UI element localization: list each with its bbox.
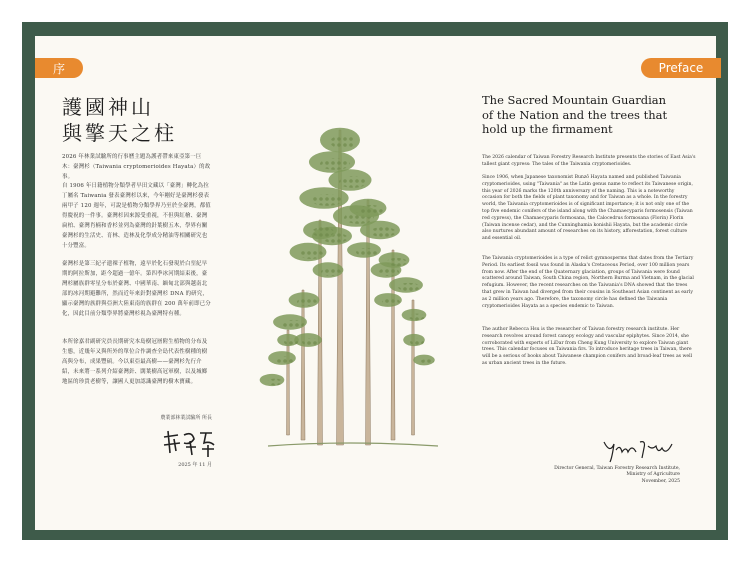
zh-title (62, 94, 177, 146)
zh-paragraph-1: 2026 年林業試驗所的行事曆主題為護者帶來東亞第一巨木：臺灣杉（Taiwania cryptomerioides Hayata）的故事。 (62, 154, 211, 180)
zh-paragraph-4: 本所徐嘉君副研究員長期研究本島樹冠層附生植物的分布及生態，近幾年又與所外的單位合作調查全島代表性樹種的樹高與分布，成果豐碩。今以東亞最高樹——臺灣杉先行介紹，未來將一系列介紹臺灣針、闊葉樹高冠軍樹，以及城鄉地區的珍貴老樹等，讓國人更加認識臺灣的樹木寶藏。 (62, 339, 208, 385)
en-title-line-1: The Sacred Mountain Guardian (482, 93, 667, 107)
en-paragraph-1: The 2026 calendar of Taiwan Forestry Research Institute presents the stories of East Asia's tallest giant cypress: The tales of the Taiwania cryptomerioides. (482, 155, 696, 167)
en-title-line-3: hold up the firmament (482, 122, 613, 136)
en-signatory-date: November, 2025 (641, 478, 680, 484)
zh-date: 2025 年 11 月 (178, 462, 212, 468)
preface-tab-en: Preface (641, 58, 721, 78)
en-signatory-ministry: Ministry of Agriculture (626, 472, 680, 478)
en-title-line-2: of the Nation and the trees that (482, 107, 668, 122)
zh-signatory-title: 農業部林業試驗所 所長 (160, 415, 212, 421)
en-handwritten-signature (600, 436, 680, 464)
zh-paragraph-3: 臺灣杉是第三紀孑遺裸子植物，遠早於化石發現於白堊紀早期的阿拉斯加，距今超過一億年。第四季冰河期結束後，臺灣杉屬族群零星分布於臺灣、中國華南、緬甸北部與越南北部的冰河期避難所，然而近年來針對臺灣杉 DNA 的研究，顯示臺灣的族群與亞洲大陸東南的族群在 200 萬年前即已分化，因此目前分類學界將臺灣杉視為臺灣特有種。 (62, 261, 211, 317)
preface-tab-zh: 序 (35, 58, 83, 78)
en-title (482, 93, 667, 137)
en-paragraph-2: Since 1906, when Japanese taxonomist Bunzō Hayata named and published Taiwania cryptomerioides, using "Taiwania" as the Latin genus name to reflect its Taiwanese origin, this year of 2026 marks the 120th anniversary of the naming. This is a noteworthy occasion for both the fields of plant taxonomy and for Taiwan as a whole. In the forestry world, the Taiwania cryptomerioides is of significant importance; it is not only one of the top five endemic conifers of the island along with the Chamaecyparis formosensis (Taiwan red cypress), the Chamaecyparis formosana, the Calocedrus formosana (Florin) Florin (Taiwan incense cedar), and the Cunninghamia konishii Hayata, but the academic circle also nurtures abundant amount of researches on its history, afforestation, forest culture and essential oil. (482, 175, 693, 242)
zh-title-line-2: 與擎天之柱 (62, 121, 177, 145)
taiwania-tree-illustration (228, 100, 468, 470)
en-paragraph-3: The Taiwania cryptomerioides is a type of relict gymnosperms that dates from the Tertiary Period. Its earliest fossil was found in Alaska's Cretaceous Period, over 100 million years from now. After the end of the Quaternary glaciation, groups of Taiwania were found scattered around Taiwan, South China region, Northern Burma and Vietnam, in the glacial refugium. However, the recent researches on the Taiwania's DNA showed that the trees that grew in Taiwan had diverged from their cousins in Southeast Asian continent as early as 2 million years ago. Therefore, the taxonomy circle has defined the Taiwania cryptomerioides Hayata as a species endemic to Taiwan. (482, 256, 694, 309)
en-signatory-block (520, 466, 680, 485)
en-paragraph-4: The author Rebecca Hsu is the researcher of Taiwan forestry research institute. Her research revolves around forest canopy ecology and vascular epiphytes. Since 2014, she corroborated with experts of LiDar from Cheng Kung University to explore Taiwan giant trees. This calendar focuses on Taiwania firs. To introduce heritage trees in Taiwan, there will be a serious of books about Taiwanese champion conifers and broad-leaf trees as well as urban ancient trees in the future. (482, 327, 693, 366)
zh-paragraph-2: 自 1906 年日籍植物分類學者早田文藏以「臺灣」轉化為拉丁屬名 Taiwania 發表臺灣杉以來，今年剛好是臺灣杉發表兩甲子 120 週年，可說是植物分類學界乃至於全臺灣，都值得慶祝的一件事。臺灣杉因來源受重視，不但與紅檜、臺灣扁柏、臺灣肖楠和香杉並列為臺灣的針葉樹五木，學界有關臺灣杉的生活史、育林、造林及化學成分精油等相關研究也十分豐富。 (62, 183, 211, 249)
en-signatory-title: Director General, Taiwan Forestry Research Institute, (554, 466, 680, 471)
zh-handwritten-signature (160, 427, 220, 459)
zh-title-line-1: 護國神山 (62, 95, 154, 119)
